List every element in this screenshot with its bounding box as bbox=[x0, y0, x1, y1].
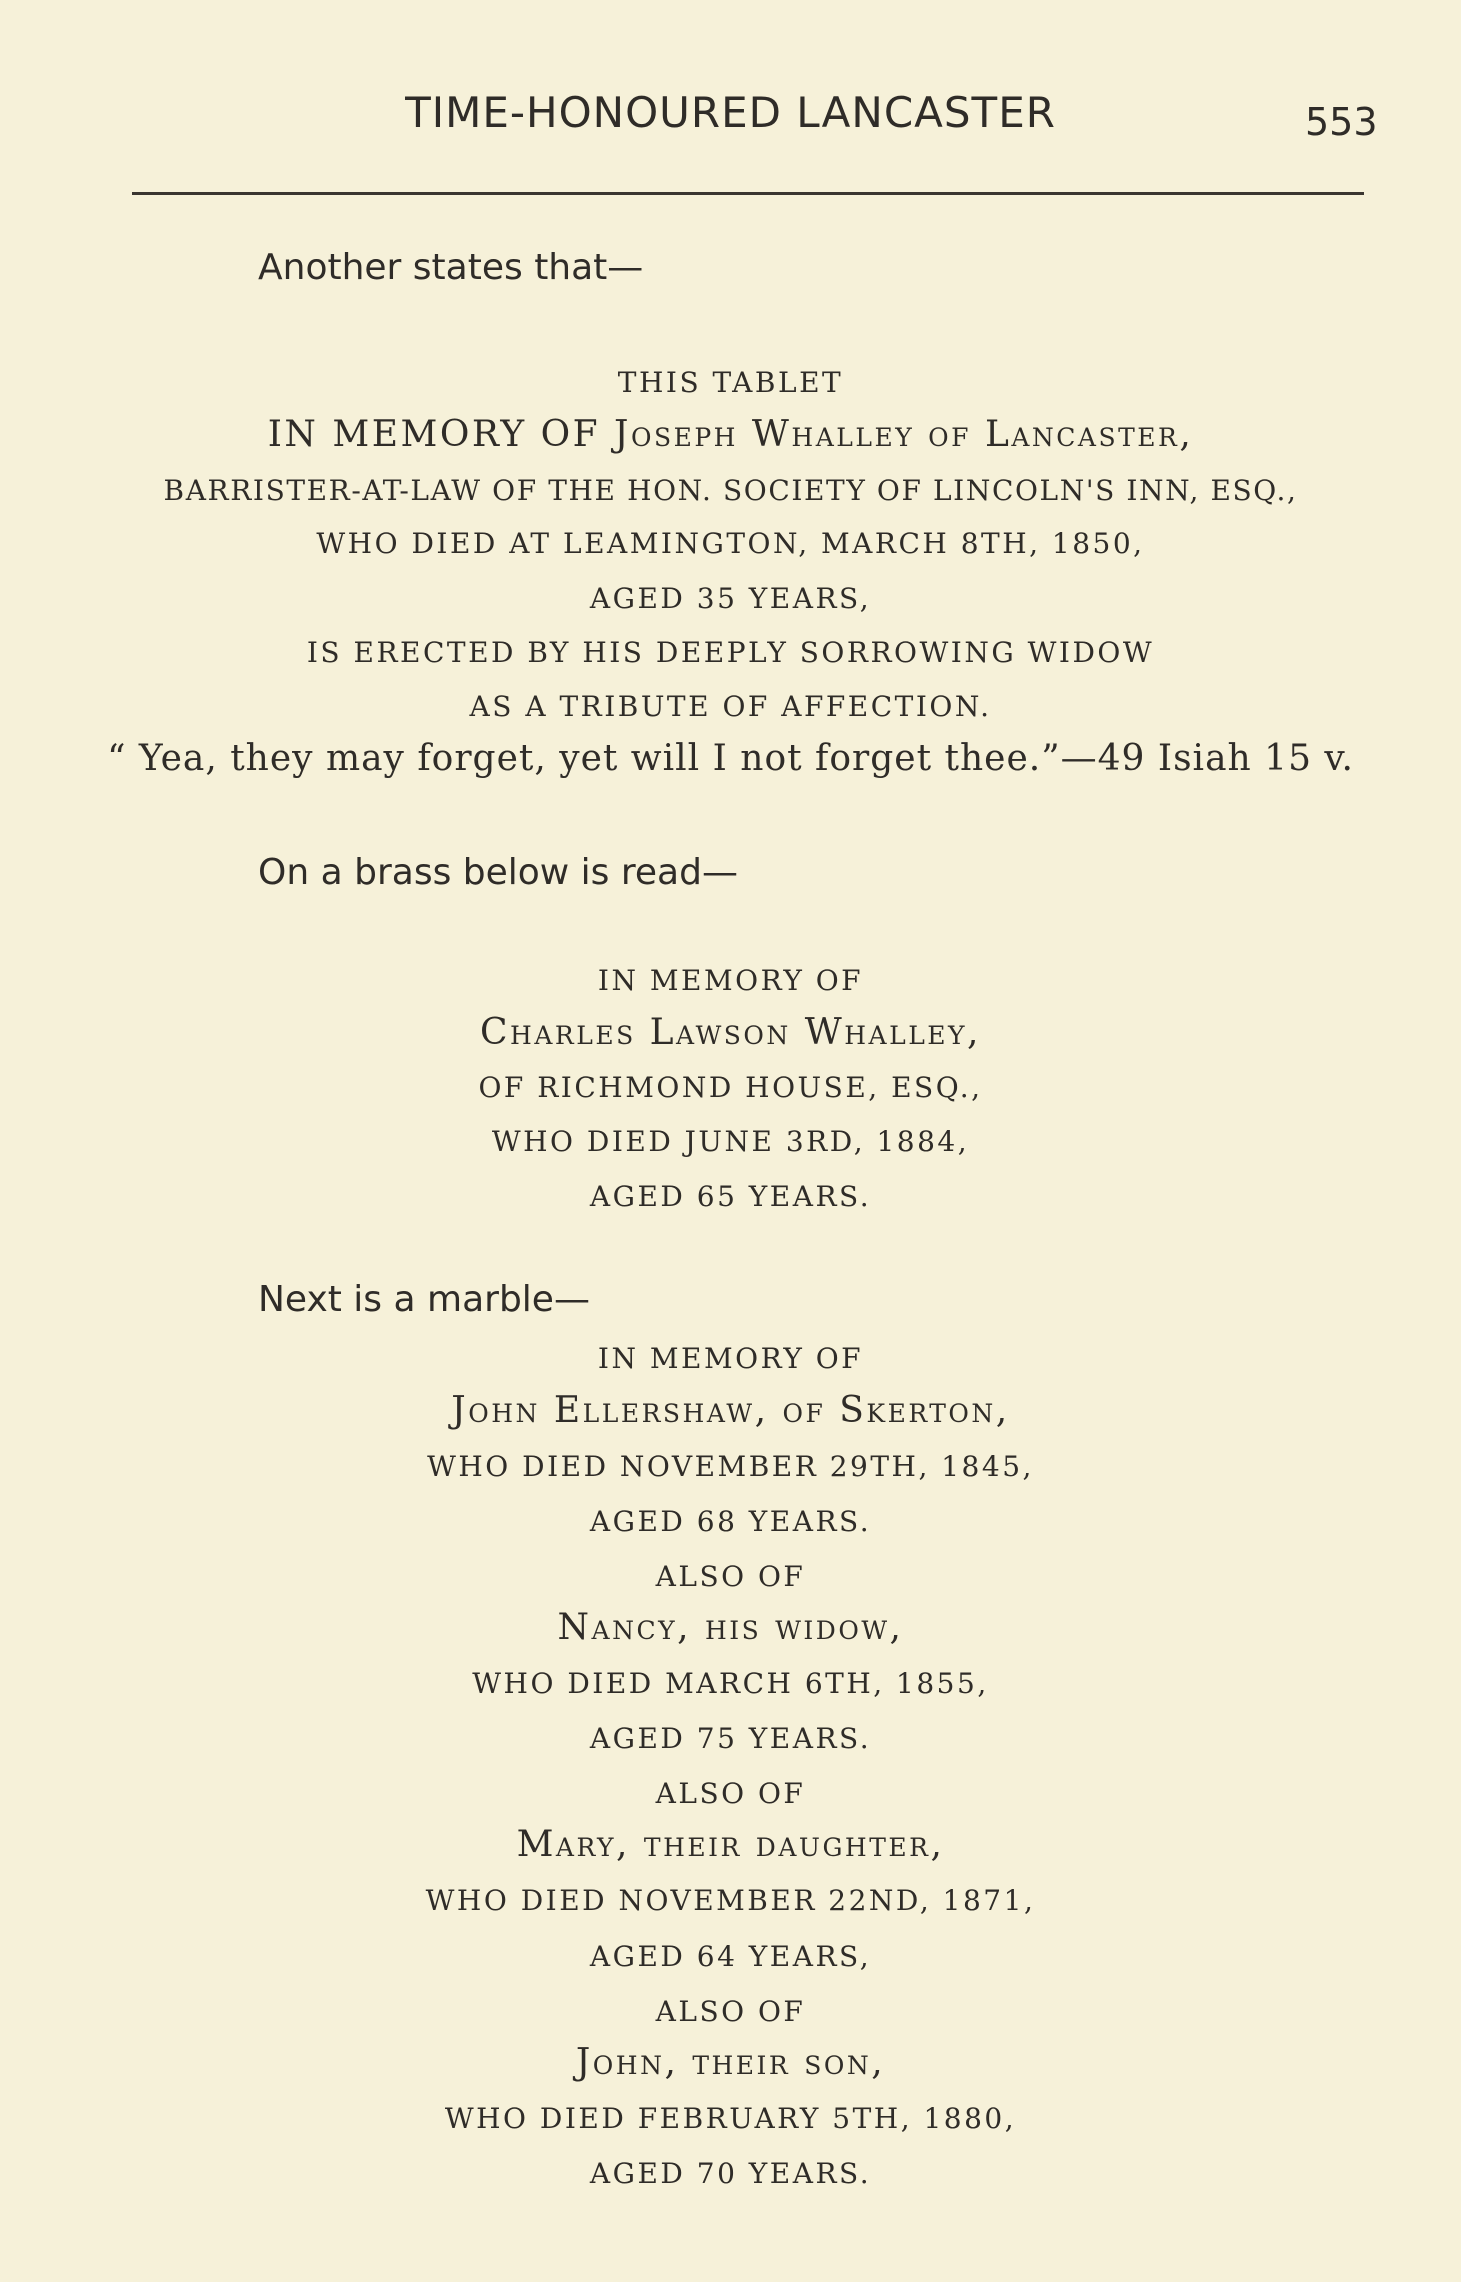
inscription-line: AS A TRIBUTE OF AFFECTION. bbox=[469, 690, 992, 723]
inscription-line: AGED 70 YEARS. bbox=[589, 2157, 872, 2190]
inscription-line: Nancy, his widow, bbox=[557, 1607, 904, 1648]
inscription-line: IN MEMORY OF bbox=[597, 964, 864, 997]
inscription-line: AGED 75 YEARS. bbox=[589, 1722, 872, 1755]
inscription-line: OF RICHMOND HOUSE, ESQ., bbox=[478, 1071, 983, 1104]
inscription-line: IS ERECTED BY HIS DEEPLY SORROWING WIDOW bbox=[306, 636, 1155, 669]
inscription-line: John Ellershaw, of Skerton, bbox=[451, 1390, 1010, 1431]
inscription-line: WHO DIED NOVEMBER 29TH, 1845, bbox=[427, 1450, 1034, 1483]
header-rule bbox=[132, 192, 1364, 195]
inscription-line: ALSO OF bbox=[655, 1560, 806, 1593]
inscription-line: ALSO OF bbox=[655, 1777, 806, 1810]
inscription-line: Mary, their daughter, bbox=[516, 1824, 945, 1865]
inscription-line: THIS TABLET bbox=[617, 366, 844, 399]
page-number: 553 bbox=[1305, 100, 1378, 144]
inscription-line: WHO DIED MARCH 6TH, 1855, bbox=[472, 1667, 989, 1700]
inscription-line: WHO DIED JUNE 3RD, 1884, bbox=[491, 1125, 970, 1158]
scripture-quote: “ Yea, they may forget, yet will I not forget thee.”—49 Isiah 15 v. bbox=[107, 738, 1354, 779]
inscription-line: AGED 68 YEARS. bbox=[589, 1505, 872, 1538]
inscription-line: AGED 35 YEARS, bbox=[589, 582, 872, 615]
inscription-line: IN MEMORY OF bbox=[597, 1342, 864, 1375]
inscription-line: WHO DIED AT LEAMINGTON, MARCH 8TH, 1850, bbox=[316, 527, 1145, 560]
inscription-line: John, their son, bbox=[575, 2042, 886, 2083]
inscription-line: IN MEMORY OF Joseph Whalley of Lancaster, bbox=[267, 414, 1194, 455]
intro-brass-below: On a brass below is read— bbox=[258, 852, 738, 893]
intro-next-marble: Next is a marble— bbox=[258, 1279, 590, 1320]
inscription-line: WHO DIED NOVEMBER 22ND, 1871, bbox=[425, 1884, 1036, 1917]
inscription-line: ALSO OF bbox=[655, 1995, 806, 2028]
running-header-title: TIME-HONOURED LANCASTER bbox=[405, 88, 1056, 137]
inscription-line: WHO DIED FEBRUARY 5TH, 1880, bbox=[444, 2102, 1017, 2135]
intro-another-states: Another states that— bbox=[258, 247, 644, 288]
inscription-line: AGED 64 YEARS, bbox=[589, 1940, 872, 1973]
inscription-line: BARRISTER-AT-LAW OF THE HON. SOCIETY OF LINCOLN'S INN, ESQ., bbox=[163, 474, 1298, 507]
inscription-line: AGED 65 YEARS. bbox=[589, 1180, 872, 1213]
inscription-line: Charles Lawson Whalley, bbox=[480, 1012, 981, 1053]
